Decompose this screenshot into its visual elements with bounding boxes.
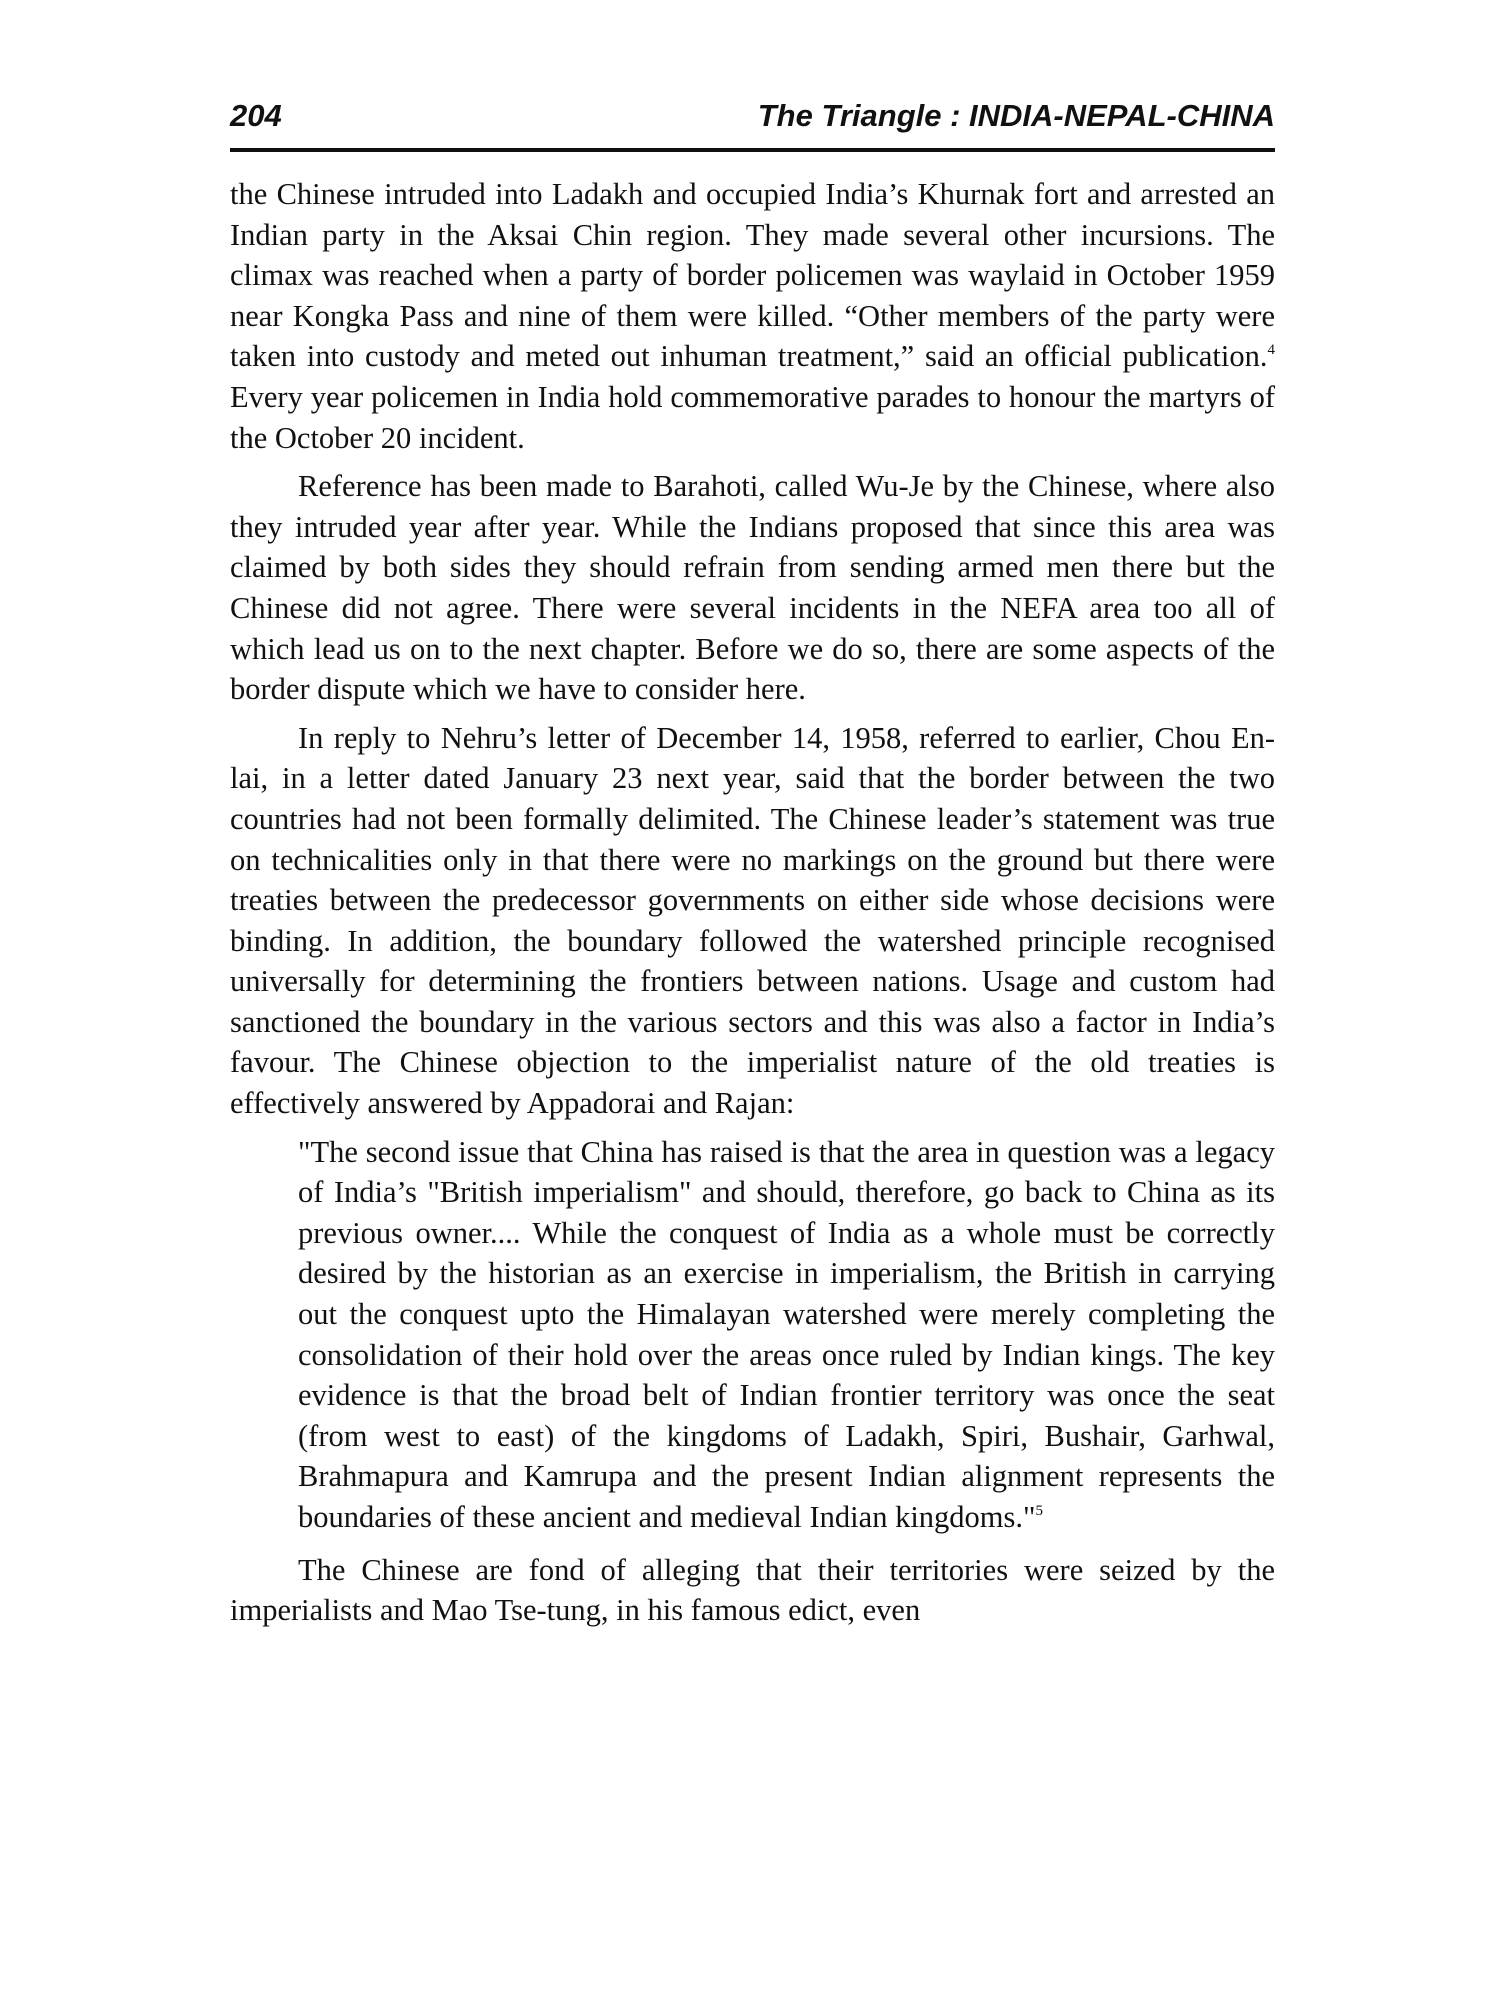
footnote-marker-4: 4 <box>1267 342 1275 359</box>
paragraph-1 <box>230 174 1275 458</box>
paragraph-1-text: the Chinese intruded into Ladakh and occupied India’s Khurnak fort and arrested an Indian party in the Aksai Chin region. They made several other incursions. The climax was reached when a party of border policemen was waylaid in October 1959 near Kongka Pass and nine of them were killed. “Other members of the party were taken into custody and meted out inhuman treatment,” said an official publication. <box>230 177 1275 374</box>
running-head <box>230 98 1275 152</box>
paragraph-2: Reference has been made to Barahoti, called Wu-Je by the Chinese, where also they intruded year after year. While the Indians proposed that since this area was claimed by both sides they should refrain from sending armed men there but the Chinese did not agree. There were several incidents in the NEFA area too all of which lead us on to the next chapter. Before we do so, there are some aspects of the border dispute which we have to consider here. <box>230 469 1275 707</box>
block-quotation-text: "The second issue that China has raised is that the area in question was a legacy of India’s "British imperialism" and should, therefore, go back to China as its previous owner.... While the conquest of India as a whole must be correctly desired by the historian as an exercise in imperialism, the British in carrying out the conquest upto the Himalayan watershed were merely completing the consolidation of their hold over the areas once ruled by Indian kings. The key evidence is that the broad belt of Indian frontier territory was once the seat (from west to east) of the kingdoms of Ladakh, Spiri, Bushair, Garhwal, Brahmapura and Kamrupa and the present Indian alignment represents the boundaries of these ancient and medieval Indian kingdoms." <box>298 1134 1275 1534</box>
footnote-marker-5: 5 <box>1035 1503 1043 1519</box>
book-page <box>230 98 1275 1631</box>
paragraph-4: The Chinese are fond of alleging that their territories were seized by the imperialists and Mao Tse-tung, in his famous edict, even <box>230 1552 1275 1628</box>
page-number: 204 <box>230 98 282 133</box>
paragraph-3: In reply to Nehru’s letter of December 14, 1958, referred to earlier, Chou En-lai, in a letter dated January 23 next year, said that the border between the two countries had not been formally delimited. The Chinese leader’s statement was true on technicalities only in that there were no markings on the ground but there were treaties between the predecessor governments on either side whose decisions were binding. In addition, the boundary followed the watershed principle recognised universally for determining the frontiers between nations. Usage and custom had sanctioned the boundary in the various sectors and this was also a factor in India’s favour. The Chinese objection to the imperialist nature of the old treaties is effectively answered by Appadorai and Rajan: <box>230 720 1275 1121</box>
paragraph-1-tail: Every year policemen in India hold commemorative parades to honour the martyrs of the October 20 incident. <box>230 379 1275 455</box>
body-text <box>230 174 1275 1631</box>
block-quotation <box>298 1132 1275 1538</box>
running-title: The Triangle : INDIA-NEPAL-CHINA <box>757 98 1275 133</box>
